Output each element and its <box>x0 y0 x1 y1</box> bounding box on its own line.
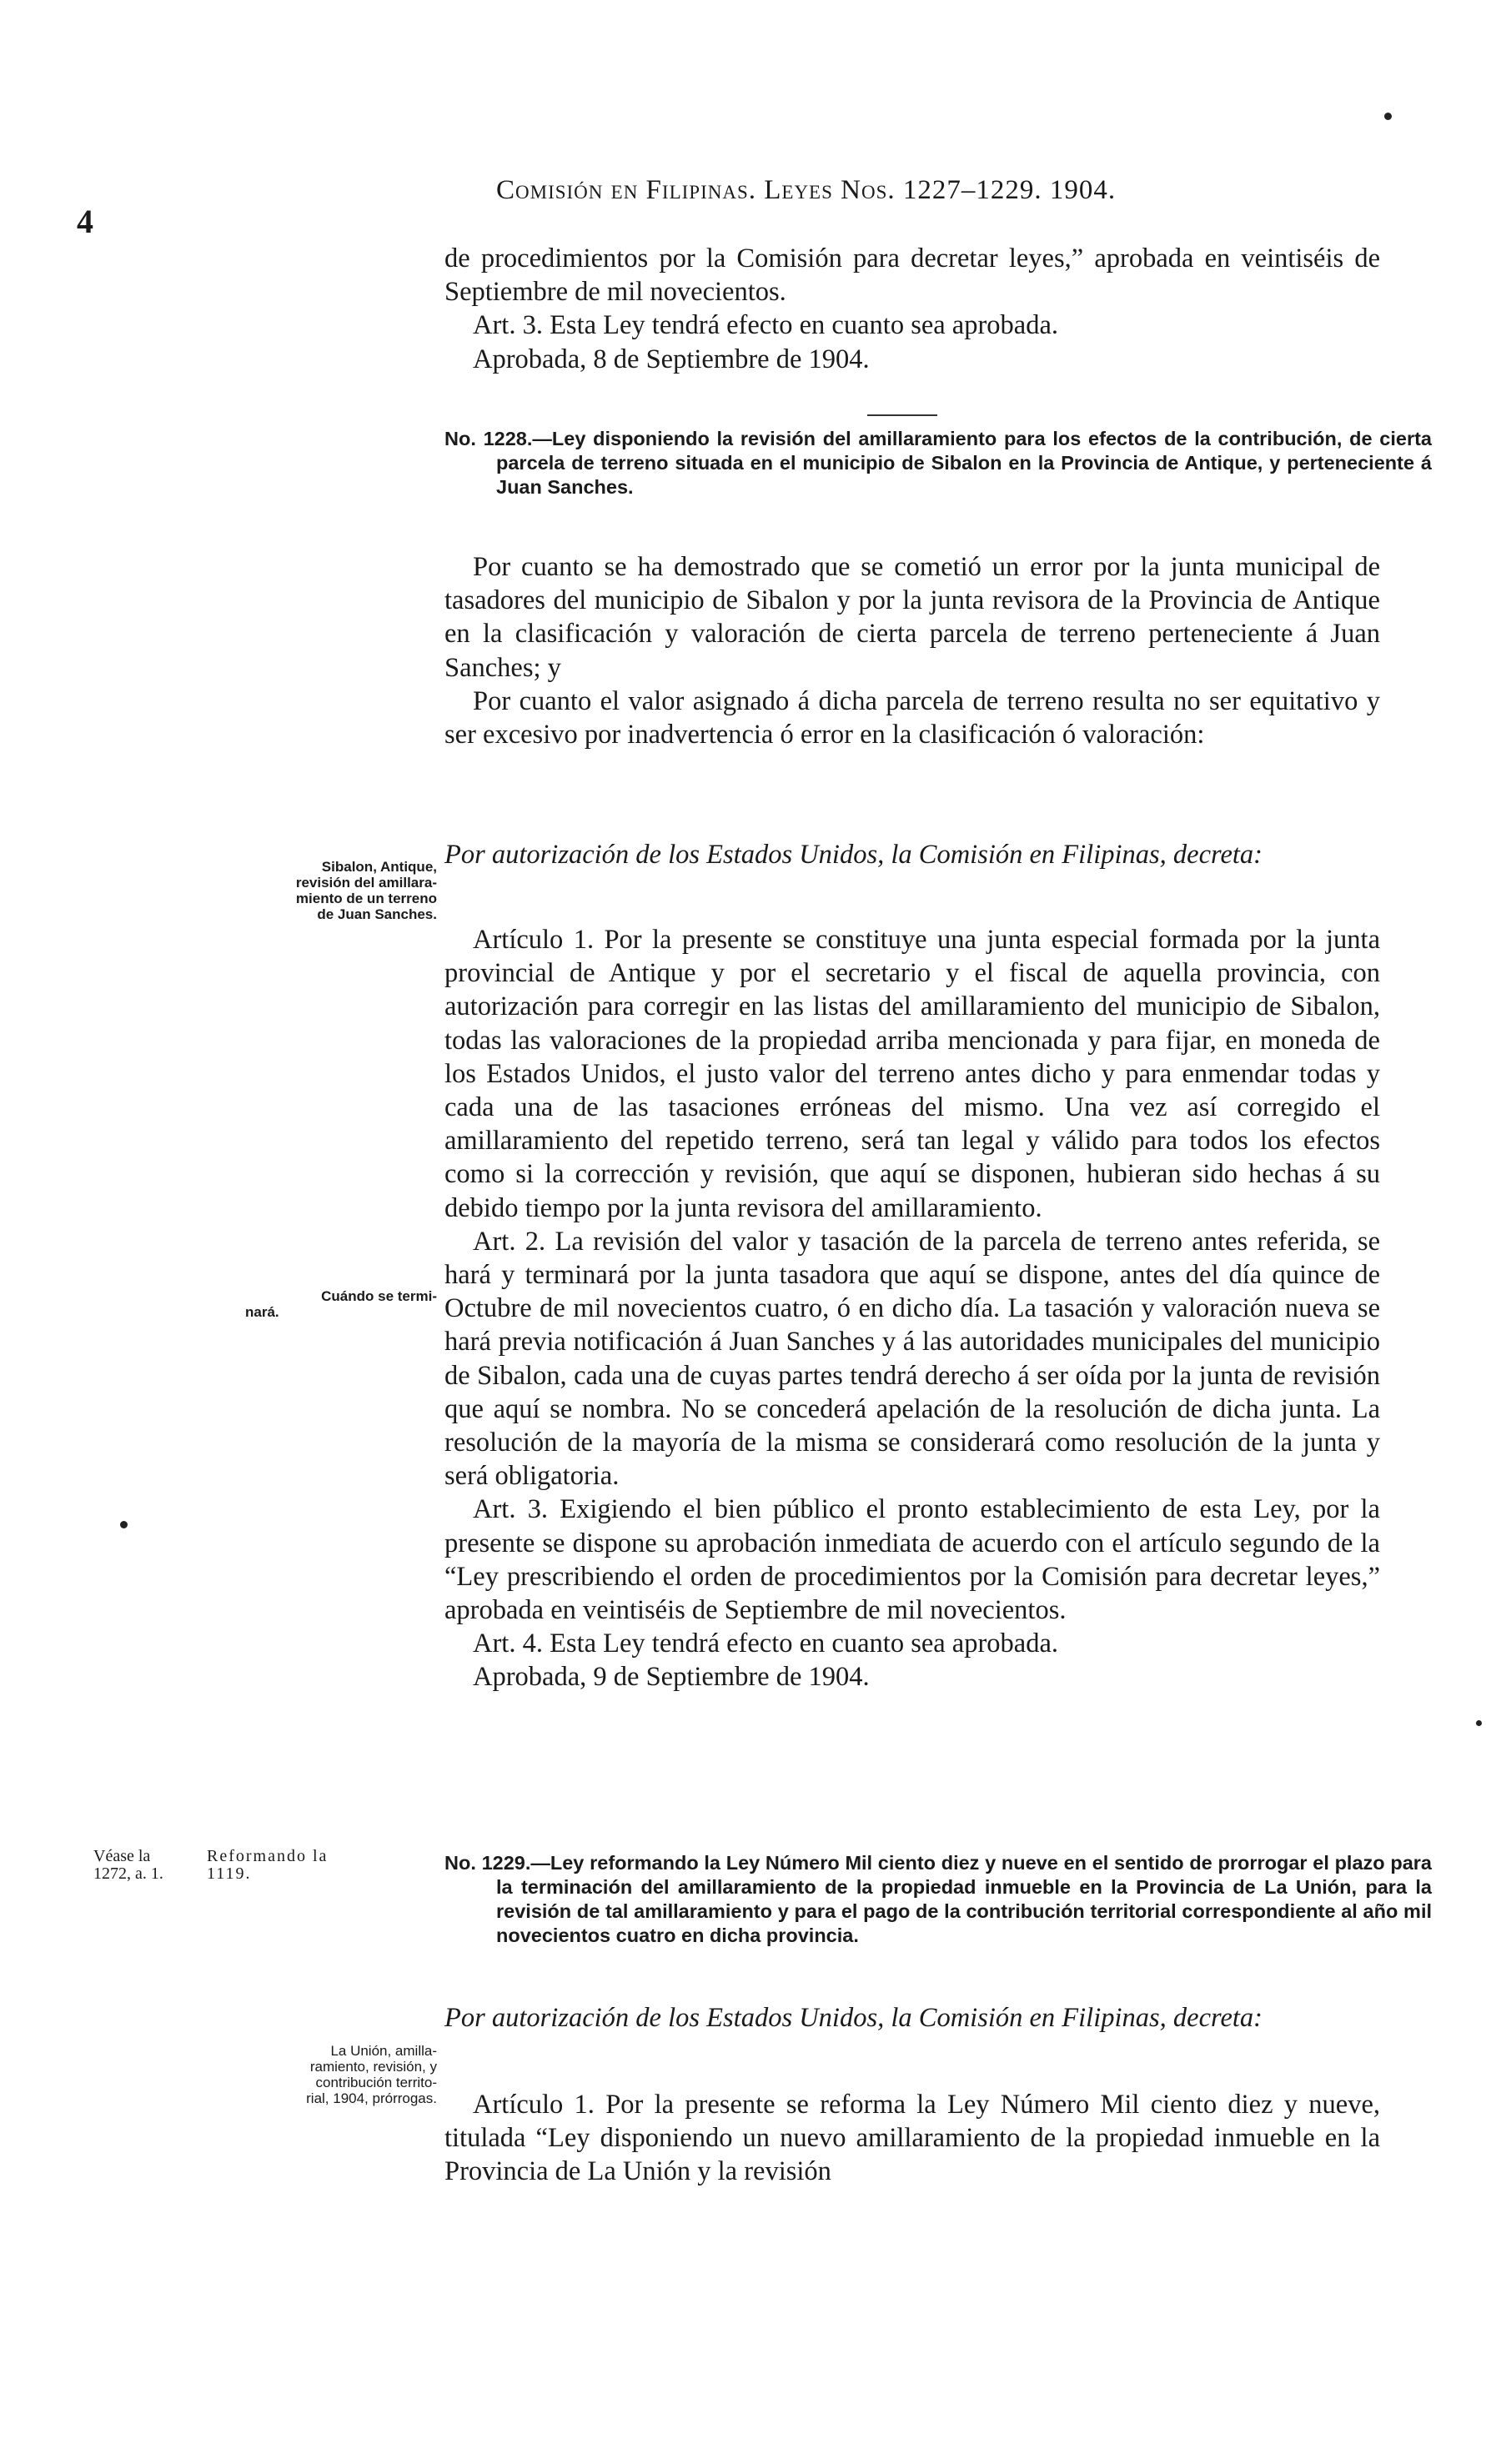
law-1228-heading: No. 1228.—Ley disponiendo la revisión del amillaramiento para los efectos de la contribución, de cierta parcela de terreno situada en el municipio de Sibalon en la Provincia de Antique, y perteneciente á Juan Sanches. <box>444 428 1432 498</box>
margin-xref-vease: Véase la 1272, a. 1. <box>93 1847 163 1883</box>
law-1228-enacting-clause <box>444 838 1380 871</box>
section-divider <box>867 414 937 416</box>
speck-left-margin <box>120 1521 128 1528</box>
margin-note-sibalon: Sibalon, Antique, revisión del amillara- miento de un terreno de Juan Sanches. <box>295 859 437 922</box>
law-1228-approved: Aprobada, 9 de Septiembre de 1904. <box>473 1662 870 1693</box>
law-1229-heading: No. 1229.—Ley reformando la Ley Número Mil ciento diez y nueve en el sentido de prorrogar el plazo para la terminación del amillaramiento de la propiedad inmueble en la Provincia de La Unión, para la revisión de tal amillaramiento y para el pago de la contribución territorial correspondiente al año mil novecientos cuatro en dicha provincia. <box>444 1852 1432 1946</box>
fragment-paragraph: de procedimientos por la Comisión para decretar leyes,” aprobada en veintiséis de Septiembre de mil novecientos. <box>444 243 1380 308</box>
speck-top-right <box>1384 113 1392 120</box>
law-1229-enacting-clause <box>444 2001 1380 2035</box>
enacting-text: Por autorización de los Estados Unidos, la Comisión en Filipinas, decreta: <box>444 840 1263 870</box>
page-number: 4 <box>77 203 93 240</box>
fragment-article-3: Art. 3. Esta Ley tendrá efecto en cuanto sea aprobada. <box>473 310 1059 341</box>
law-1228-article-3: Art. 3. Exigiendo el bien público el pronto establecimiento de esta Ley, por la presente se dispone su aprobación inmediata de acuerdo con el artículo segundo de la “Ley prescribiendo el orden de procedimientos por la Comisión para decretar leyes,” aprobada en veintiséis de Septiembre de mil novecientos. <box>444 1494 1380 1626</box>
enacting-text: Por autorización de los Estados Unidos, la Comisión en Filipinas, decreta: <box>444 2003 1263 2033</box>
fragment-approved: Aprobada, 8 de Septiembre de 1904. <box>473 344 870 374</box>
law-1228-preamble <box>444 550 1380 751</box>
margin-xref-reformando: Reformando la 1119. <box>207 1847 329 1883</box>
law-1228-article-2: Art. 2. La revisión del valor y tasación de la parcela de terreno antes referida, se hará y terminará por la junta tasadora que aquí se dispone, antes del día quince de Octubre de mil novecientos cuatro, ó en dicho día. La tasación y valoración nueva se hará previa notificación á Juan Sanches y á las autoridades municipales del municipio de Sibalon, cada una de cuyas partes tendrá derecho á ser oída por la junta de revisión que aquí se nombra. No se concederá apelación de la resolución de dicha junta. La resolución de la mayoría de la misma se considerará como resolución de la junta y será obligatoria. <box>444 1226 1380 1492</box>
speck-right-edge <box>1476 1720 1482 1726</box>
law-1228-article-1: Artículo 1. Por la presente se constituye una junta especial formada por la junta provincial de Antique y por el secretario y el fiscal de aquella provincia, con autorización para corregir en las listas del amillaramiento del municipio de Sibalon, todas las valoraciones de la propiedad arriba mencionada y para fijar, en moneda de los Estados Unidos, el justo valor del terreno antes dicho y para enmendar todas y cada una de las tasaciones erróneas del mismo. Una vez así corregido el amillaramiento del repetido terreno, será tan legal y válido para todos los efectos como si la corrección y revisión, que aquí se disponen, hubieran sido hechas á su debido tiempo por la junta revisora del amillaramiento. <box>444 925 1380 1223</box>
margin-note-cuando: Cuándo se termi- nará. <box>245 1288 437 1320</box>
law-1227-end <box>444 242 1380 376</box>
law-1229-article-1: Artículo 1. Por la presente se reforma la Ley Número Mil ciento diez y nueve, titulada “Ley disponiendo un nuevo amillaramiento de la propiedad inmueble en la Provincia de La Unión y la revisión <box>444 2090 1380 2187</box>
running-head: Comisión en Filipinas. Leyes Nos. 1227–1229. 1904. <box>496 175 1117 205</box>
whereas-1: Por cuanto se ha demostrado que se cometió un error por la junta municipal de tasadores del municipio de Sibalon y por la junta revisora de la Provincia de Antique en la clasificación y valoración de cierta parcela de terreno perteneciente á Juan Sanches; y <box>444 552 1380 683</box>
whereas-2: Por cuanto el valor asignado á dicha parcela de terreno resulta no ser equitativo y ser excesivo por inadvertencia ó error en la clasificación ó valoración: <box>444 685 1380 750</box>
law-1228-article-4: Art. 4. Esta Ley tendrá efecto en cuanto sea aprobada. <box>473 1628 1059 1659</box>
margin-note-launion: La Unión, amilla- ramiento, revisión, y contribución territo- rial, 1904, prórrogas. <box>306 2043 437 2106</box>
law-1229-articles <box>444 2088 1380 2189</box>
law-1228-articles <box>444 923 1380 1694</box>
